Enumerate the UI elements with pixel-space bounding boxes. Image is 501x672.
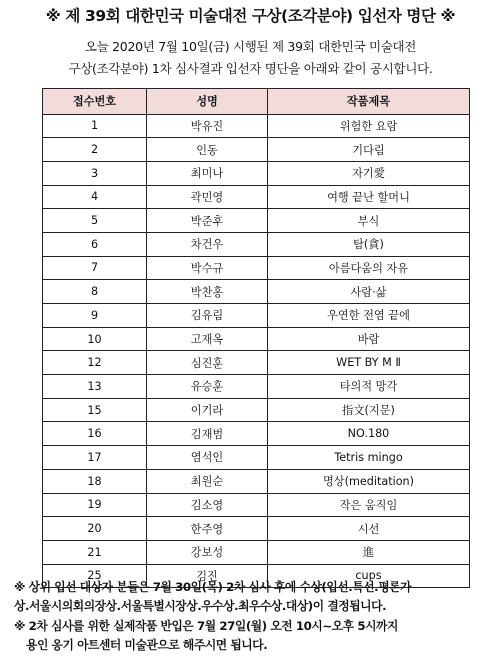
note-line: ※ 상위 입선 대상자 분들은 7월 30일(목) 2차 심사 후에 수상(입선.특선.평론가 xyxy=(14,580,412,594)
table-row xyxy=(43,375,470,399)
note-line: ※ 2차 심사를 위한 실제작품 반입은 7월 27일(월) 오전 10시~오후 5시까지 xyxy=(14,618,398,633)
work-title-cell: 부식 xyxy=(268,209,470,233)
name-cell: 차건우 xyxy=(147,232,268,256)
table-row xyxy=(43,232,470,256)
intro-line: 구상(조각분야) 1차 심사결과 입선자 명단을 아래와 같이 공시합니다. xyxy=(68,61,433,76)
work-title-cell: NO.180 xyxy=(268,422,470,446)
note-line: 상.서울시의회의장상.서울특별시장상.우수상.최우수상.대상)이 결정됩니다. xyxy=(14,599,387,614)
table-row xyxy=(43,161,470,185)
entry-number-cell: 10 xyxy=(43,327,147,351)
intro-line: 오늘 2020년 7월 10일(금) 시행된 제 39회 대한민국 미술대전 xyxy=(84,39,417,54)
table-row xyxy=(43,398,470,422)
work-title-cell: 탐(貪) xyxy=(268,232,470,256)
name-cell: 김소영 xyxy=(147,493,268,517)
name-cell: 강보성 xyxy=(147,540,268,564)
name-cell: 한주영 xyxy=(147,517,268,541)
entry-number-cell: 8 xyxy=(43,280,147,304)
entry-number-cell: 18 xyxy=(43,469,147,493)
entry-number-cell: 2 xyxy=(43,138,147,162)
table-row xyxy=(43,209,470,233)
table-row xyxy=(43,493,470,517)
table-row xyxy=(43,422,470,446)
entry-number-cell: 21 xyxy=(43,540,147,564)
table-row xyxy=(43,280,470,304)
table-row xyxy=(43,517,470,541)
table-row xyxy=(43,256,470,280)
page-title: ※ 제 39회 대한민국 미술대전 구상(조각분야) 입선자 명단 ※ xyxy=(45,7,456,25)
name-cell: 박수규 xyxy=(147,256,268,280)
work-title-cell: 작은 움직임 xyxy=(268,493,470,517)
work-title-cell: Tetris mingo xyxy=(268,446,470,470)
note-line: 용인 옹기 아트센터 미술관으로 해주시면 됩니다. xyxy=(26,638,268,653)
work-title-cell: 타의적 망각 xyxy=(268,375,470,399)
entry-number-cell: 7 xyxy=(43,256,147,280)
work-title-cell: 명상(meditation) xyxy=(268,469,470,493)
entry-number-cell: 9 xyxy=(43,304,147,328)
work-title-cell: cups xyxy=(268,564,470,588)
winners-table xyxy=(42,88,470,588)
name-cell: 최미나 xyxy=(147,161,268,185)
table-row xyxy=(43,469,470,493)
notes xyxy=(14,578,494,656)
name-cell: 염석인 xyxy=(147,446,268,470)
work-title-cell: 위험한 요람 xyxy=(268,114,470,138)
table-row xyxy=(43,446,470,470)
entry-number-cell: 1 xyxy=(43,114,147,138)
header-name: 성명 xyxy=(147,89,268,115)
entry-number-cell: 6 xyxy=(43,232,147,256)
name-cell: 이기라 xyxy=(147,398,268,422)
entry-number-cell: 17 xyxy=(43,446,147,470)
header-work-title: 작품제목 xyxy=(268,89,470,115)
work-title-cell: 우연한 전염 끝에 xyxy=(268,304,470,328)
table-row xyxy=(43,185,470,209)
table-row xyxy=(43,304,470,328)
work-title-cell: 指文(지문) xyxy=(268,398,470,422)
table-row xyxy=(43,351,470,375)
entry-number-cell: 13 xyxy=(43,375,147,399)
name-cell: 김재범 xyxy=(147,422,268,446)
table-header-row xyxy=(43,89,470,115)
entry-number-cell: 19 xyxy=(43,493,147,517)
entry-number-cell: 15 xyxy=(43,398,147,422)
name-cell: 인동 xyxy=(147,138,268,162)
work-title-cell: 자기愛 xyxy=(268,161,470,185)
name-cell: 김진 xyxy=(147,564,268,588)
intro-text xyxy=(0,36,501,80)
work-title-cell: 사람·삶 xyxy=(268,280,470,304)
name-cell: 곽민영 xyxy=(147,185,268,209)
table-row xyxy=(43,327,470,351)
work-title-cell: 여행 끝난 할머니 xyxy=(268,185,470,209)
name-cell: 박준후 xyxy=(147,209,268,233)
work-title-cell: 바람 xyxy=(268,327,470,351)
table-row xyxy=(43,540,470,564)
entry-number-cell: 5 xyxy=(43,209,147,233)
name-cell: 고재옥 xyxy=(147,327,268,351)
table-row xyxy=(43,114,470,138)
name-cell: 최원순 xyxy=(147,469,268,493)
name-cell: 박찬홍 xyxy=(147,280,268,304)
entry-number-cell: 16 xyxy=(43,422,147,446)
name-cell: 김유림 xyxy=(147,304,268,328)
work-title-cell: 進 xyxy=(268,540,470,564)
header-entry-number: 접수번호 xyxy=(43,89,147,115)
work-title-cell: 아름다움의 자유 xyxy=(268,256,470,280)
name-cell: 심진훈 xyxy=(147,351,268,375)
name-cell: 유승훈 xyxy=(147,375,268,399)
name-cell: 박유진 xyxy=(147,114,268,138)
entry-number-cell: 25 xyxy=(43,564,147,588)
entry-number-cell: 4 xyxy=(43,185,147,209)
work-title-cell: 시선 xyxy=(268,517,470,541)
entry-number-cell: 3 xyxy=(43,161,147,185)
entry-number-cell: 20 xyxy=(43,517,147,541)
table-row xyxy=(43,138,470,162)
work-title-cell: 기다림 xyxy=(268,138,470,162)
work-title-cell: WET BY M Ⅱ xyxy=(268,351,470,375)
entry-number-cell: 12 xyxy=(43,351,147,375)
